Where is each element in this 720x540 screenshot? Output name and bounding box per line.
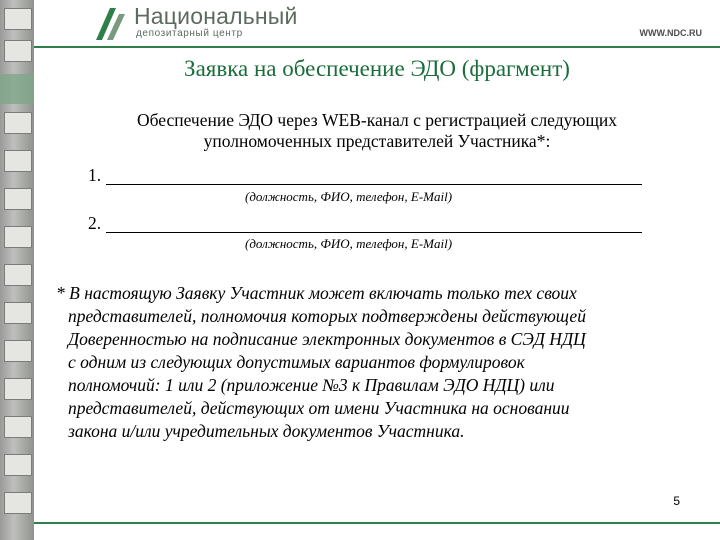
window-decor xyxy=(4,264,32,286)
window-decor xyxy=(4,302,32,324)
window-decor xyxy=(4,378,32,400)
logo-name: Национальный xyxy=(134,3,298,29)
footnote-line: представителей, действующих от имени Участника на основании xyxy=(68,398,570,418)
item-number: 1. xyxy=(88,165,102,185)
window-decor xyxy=(4,112,32,134)
window-decor xyxy=(4,8,32,30)
ndc-logo-icon xyxy=(94,6,128,42)
window-decor xyxy=(4,454,32,476)
window-decor xyxy=(4,40,32,62)
window-decor xyxy=(4,150,32,172)
footnote xyxy=(56,282,696,443)
footnote-line: Доверенностью на подписание электронных документов в СЭД НДЦ xyxy=(68,329,586,349)
window-decor xyxy=(4,340,32,362)
footer-divider xyxy=(34,522,720,524)
item-number: 2. xyxy=(88,213,102,233)
item-hint: (должность, ФИО, телефон, E-Mail) xyxy=(245,236,453,251)
footnote-line: * В настоящую Заявку Участник может включать только тех своих xyxy=(56,283,577,303)
window-decor xyxy=(4,492,32,514)
window-decor xyxy=(4,416,32,438)
fill-in-line xyxy=(106,213,642,233)
window-decor xyxy=(4,188,32,210)
footnote-line: с одним из следующих допустимых вариантов формулировок xyxy=(68,352,525,372)
site-url: WWW.NDC.RU xyxy=(639,28,702,38)
header xyxy=(34,0,720,50)
slide-title: Заявка на обеспечение ЭДО (фрагмент) xyxy=(184,56,570,81)
footnote-line: закона и/или учредительных документов Участника. xyxy=(68,421,465,441)
intro-line: Обеспечение ЭДО через WEB-канал с регистрацией следующих xyxy=(136,110,618,130)
building-photo-strip xyxy=(0,0,34,540)
window-decor xyxy=(4,226,32,248)
intro-paragraph xyxy=(34,110,720,152)
page-number: 5 xyxy=(673,494,680,508)
fill-in-line xyxy=(106,165,642,185)
header-divider xyxy=(34,46,720,48)
tree-decor xyxy=(0,74,34,104)
item-hint: (должность, ФИО, телефон, E-Mail) xyxy=(245,189,453,204)
footnote-line: полномочий: 1 или 2 (приложение №3 к Правилам ЭДО НДЦ) или xyxy=(68,375,555,395)
footnote-line: представителей, полномочия которых подтверждены действующей xyxy=(68,306,586,326)
intro-line: уполномоченных представителей Участника*: xyxy=(203,131,551,151)
logo-subtitle: депозитарный центр xyxy=(136,28,243,39)
